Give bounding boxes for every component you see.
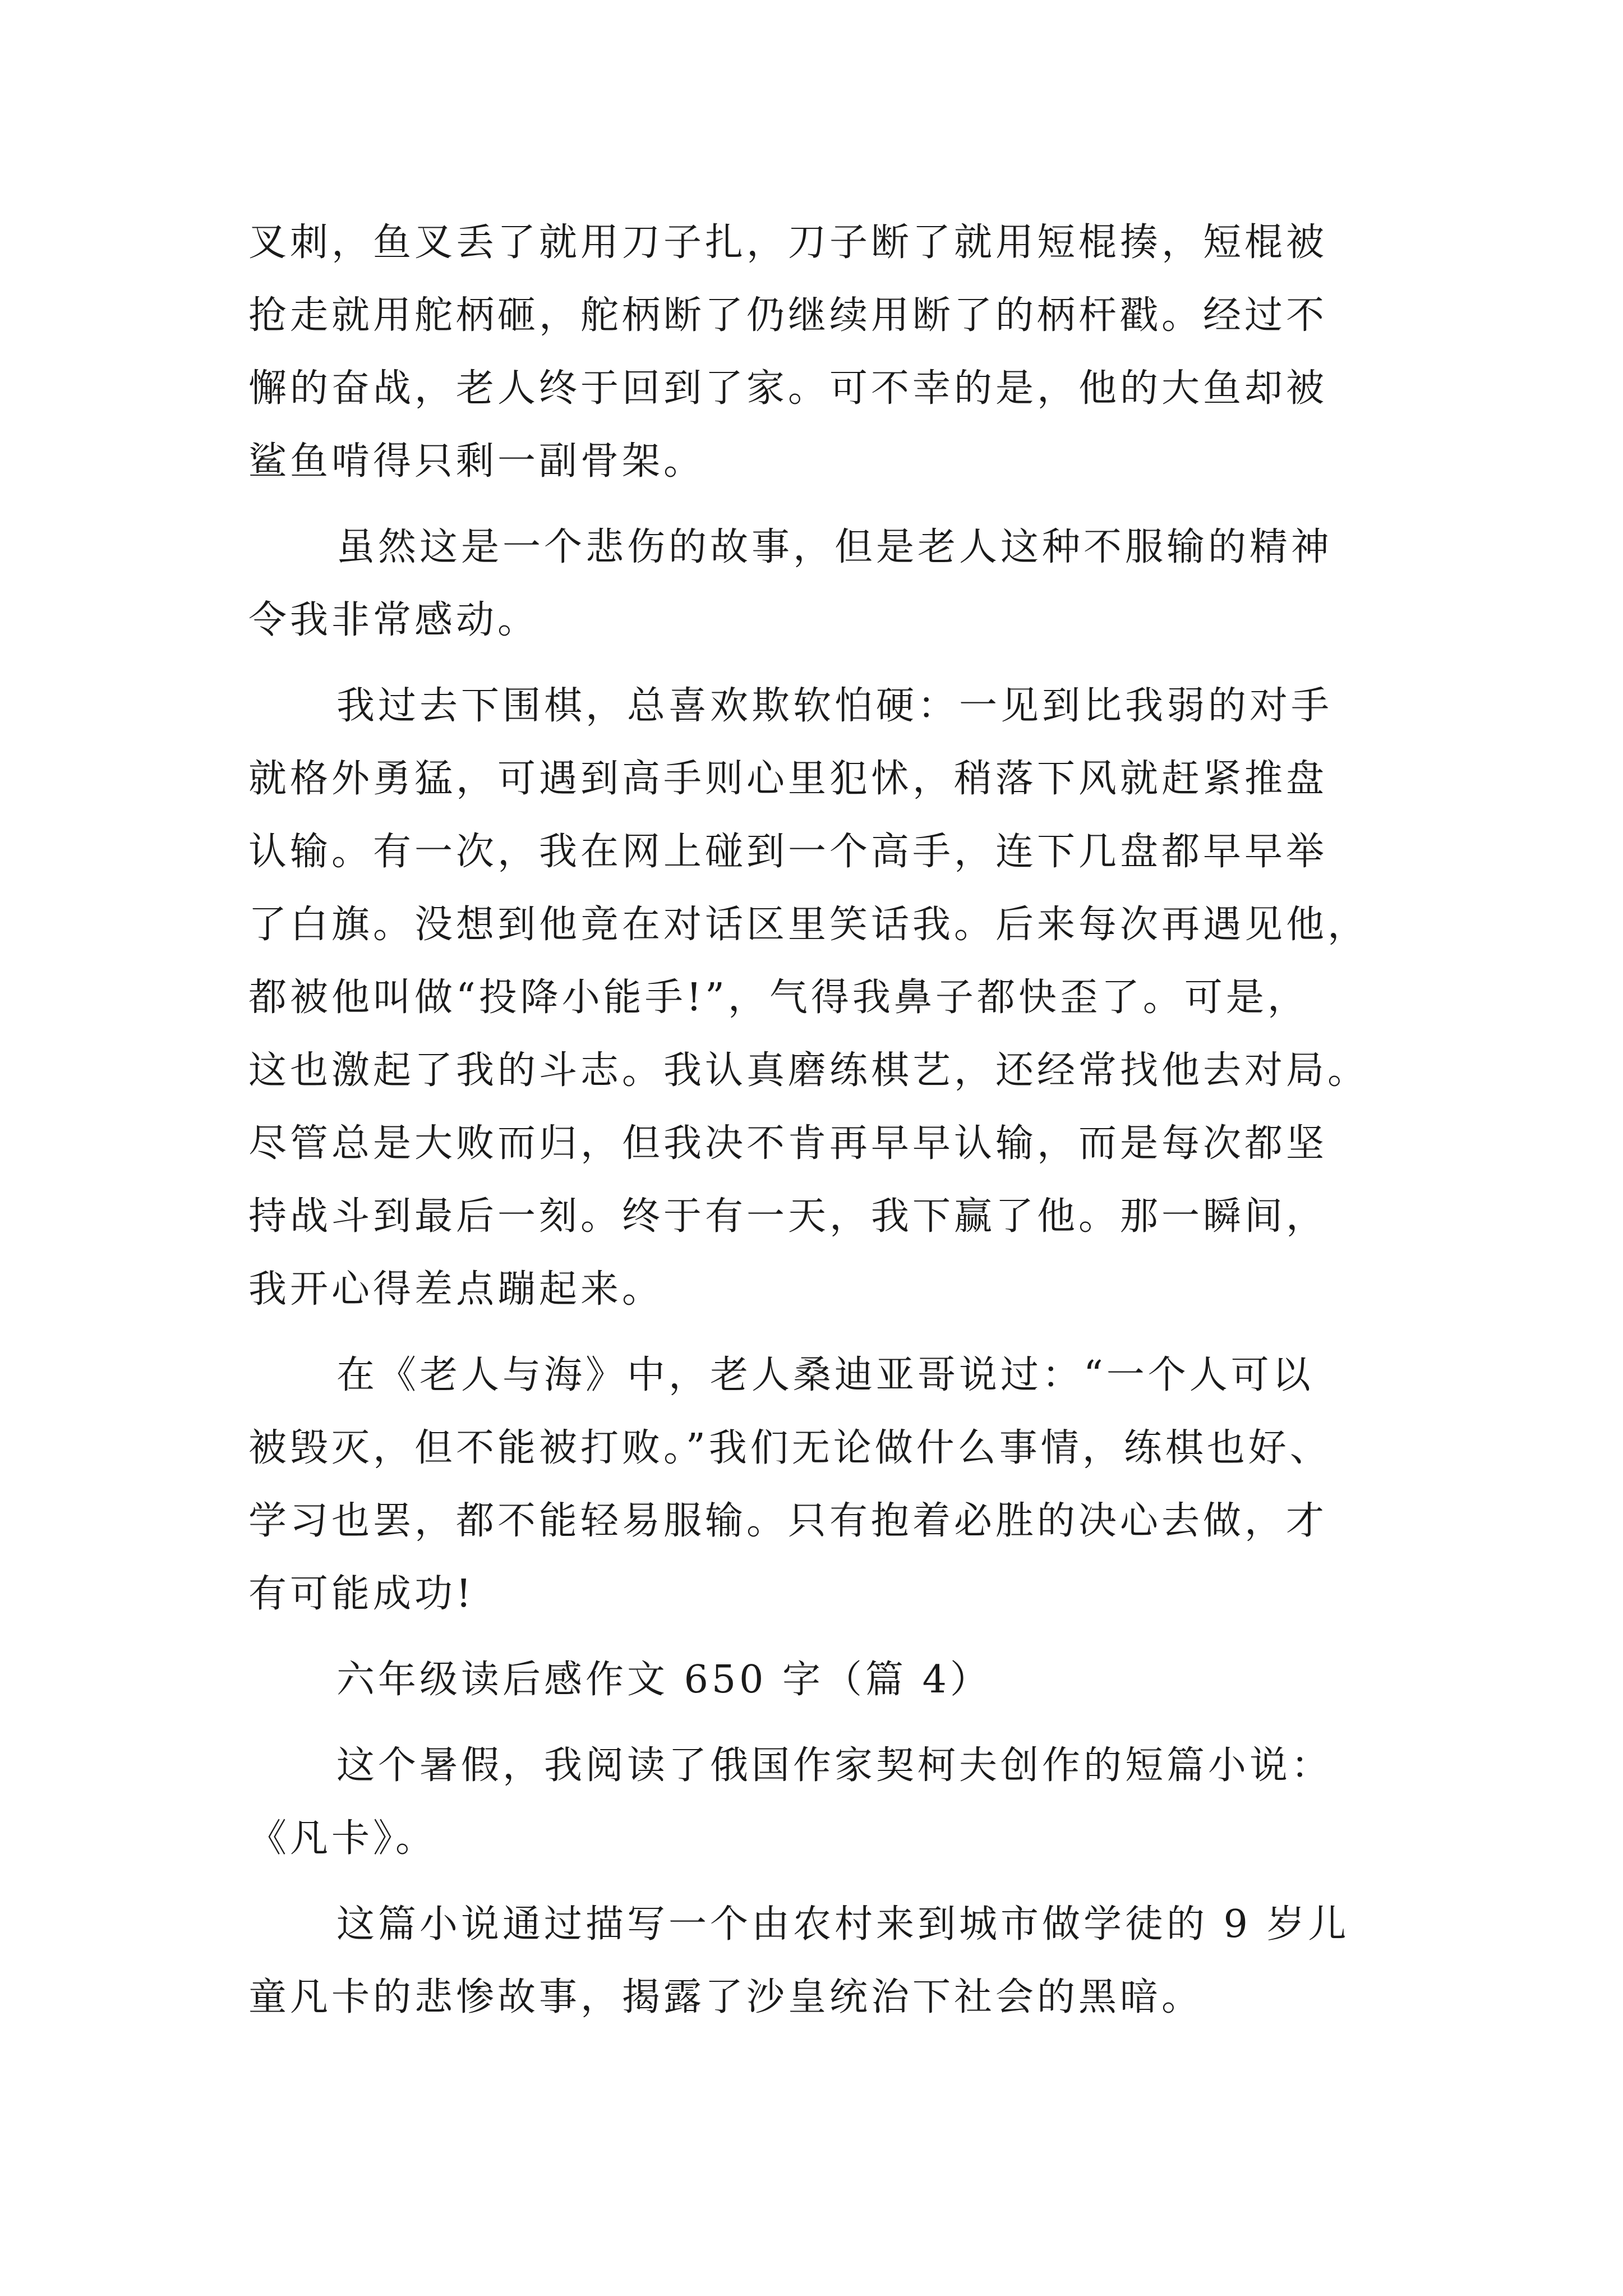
text-line: 持战斗到最后一刻。终于有一天，我下赢了他。那一瞬间， — [248, 1194, 1328, 1239]
text-line: 鲨鱼啃得只剩一副骨架。 — [248, 439, 706, 484]
paragraph-first-line: 虽然这是一个悲伤的故事，但是老人这种不服输的精神 — [336, 525, 1333, 569]
text-line: 令我非常感动。 — [248, 598, 540, 642]
text-line: 抢走就用舵柄砸，舵柄断了仍继续用断了的柄杆戳。经过不 — [248, 293, 1328, 338]
text-line: 都被他叫做“投降小能手!”，气得我鼻子都快歪了。可是， — [248, 976, 1309, 1020]
text-line: 童凡卡的悲惨故事，揭露了沙皇统治下社会的黑暗。 — [248, 1975, 1204, 2019]
text-line: 认输。有一次，我在网上碰到一个高手，连下几盘都早早举 — [248, 830, 1328, 874]
paragraph-first-line: 这个暑假，我阅读了俄国作家契柯夫创作的短篇小说： — [336, 1743, 1333, 1788]
section-heading: 六年级读后感作文 650 字（篇 4） — [336, 1658, 992, 1702]
text-line: 被毁灭，但不能被打败。”我们无论做什么事情，练棋也好、 — [248, 1426, 1331, 1470]
paragraph-first-line: 我过去下围棋，总喜欢欺软怕硬：一见到比我弱的对手 — [336, 684, 1333, 728]
text-line: 就格外勇猛，可遇到高手则心里犯怵，稍落下风就赶紧推盘 — [248, 757, 1328, 801]
text-line: 《凡卡》。 — [248, 1816, 437, 1861]
text-line: 学习也罢，都不能轻易服输。只有抱着必胜的决心去做，才 — [248, 1499, 1328, 1543]
text-line: 有可能成功! — [248, 1572, 475, 1616]
text-line: 我开心得差点蹦起来。 — [248, 1267, 664, 1312]
paragraph-first-line: 这篇小说通过描写一个由农村来到城市做学徒的 9 岁儿 — [336, 1902, 1350, 1947]
text-line: 这也激起了我的斗志。我认真磨练棋艺，还经常找他去对局。 — [248, 1048, 1370, 1093]
paragraph-first-line: 在《老人与海》中，老人桑迪亚哥说过：“一个人可以 — [336, 1353, 1314, 1397]
text-line: 了白旗。没想到他竟在对话区里笑话我。后来每次再遇见他， — [248, 903, 1370, 947]
text-line: 叉刺，鱼叉丢了就用刀子扎，刀子断了就用短棍揍，短棍被 — [248, 220, 1328, 265]
text-line: 懈的奋战，老人终于回到了家。可不幸的是，他的大鱼却被 — [248, 366, 1328, 411]
text-line: 尽管总是大败而归，但我决不肯再早早认输，而是每次都坚 — [248, 1121, 1328, 1166]
